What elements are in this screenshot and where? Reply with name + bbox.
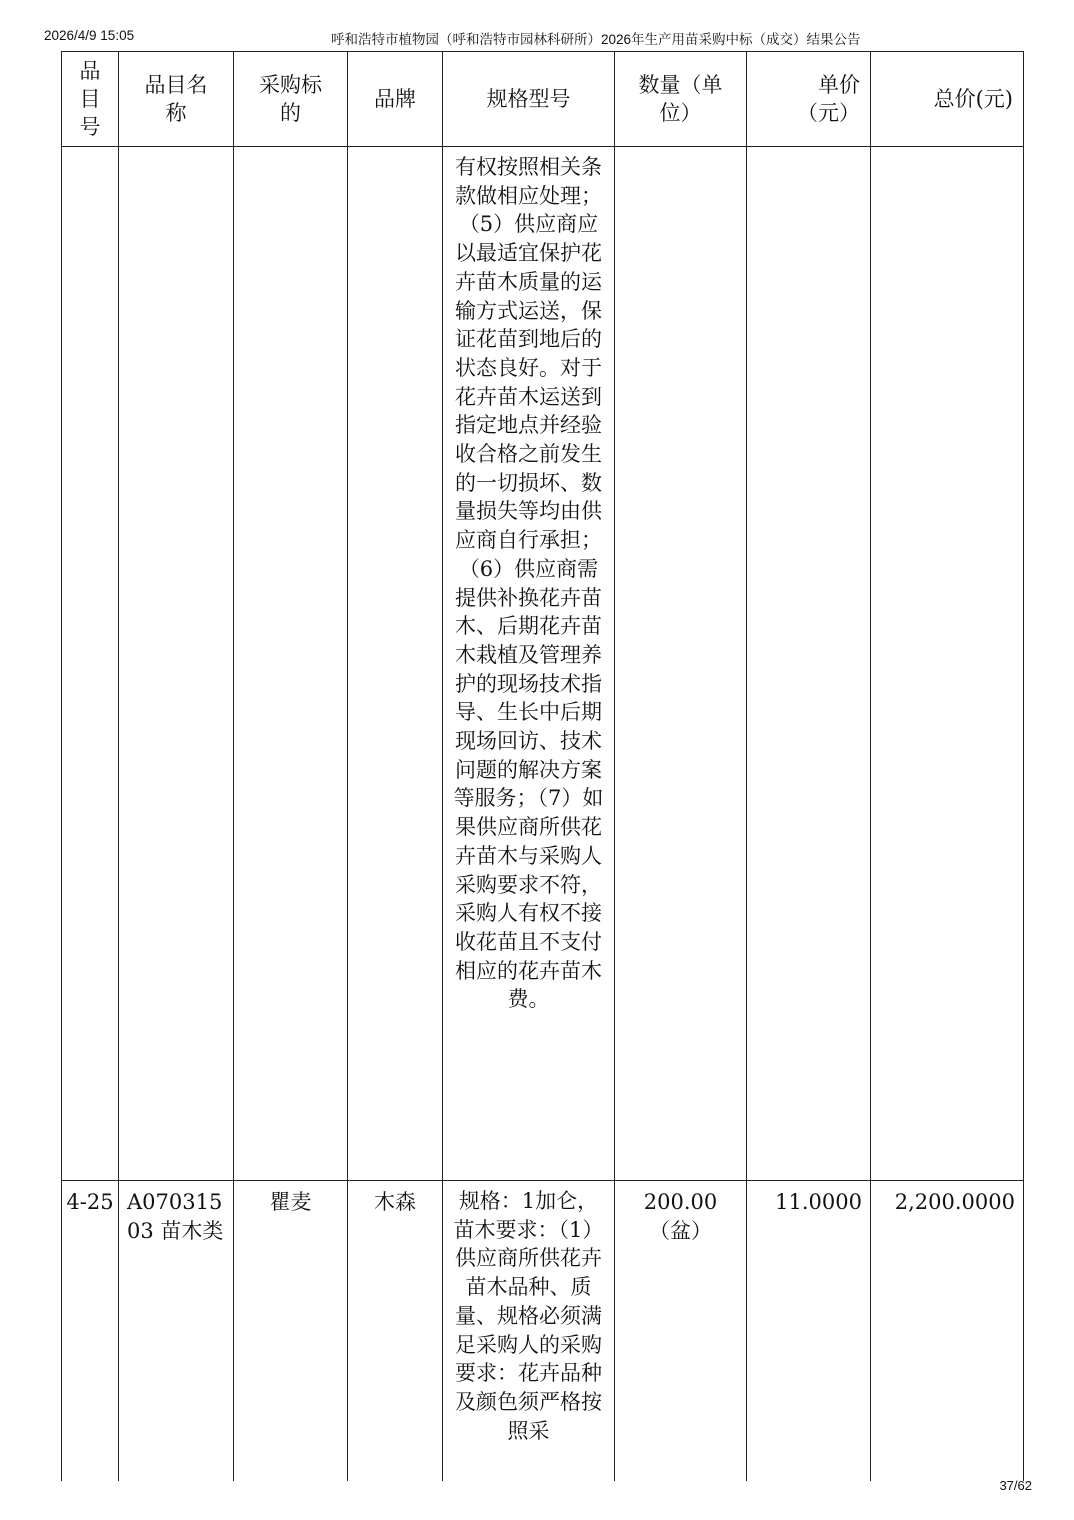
row1-subject bbox=[234, 147, 348, 1181]
row2-total-price: 2,200.0000 bbox=[871, 1181, 1024, 1482]
row1-item-no bbox=[62, 147, 119, 1181]
row2-unit-price: 11.0000 bbox=[747, 1181, 871, 1482]
header-brand: 品牌 bbox=[348, 52, 443, 147]
header-subject: 采购标的 bbox=[234, 52, 348, 147]
row1-unit-price bbox=[747, 147, 871, 1181]
row2-quantity: 200.00（盆） bbox=[615, 1181, 747, 1482]
row1-item-name bbox=[119, 147, 234, 1181]
row1-brand bbox=[348, 147, 443, 1181]
row1-total-price bbox=[871, 147, 1024, 1181]
document-title: 呼和浩特市植物园（呼和浩特市园林科研所）2026年生产用苗采购中标（成交）结果公告 bbox=[331, 32, 861, 47]
row2-spec: 规格：1加仑，苗木要求：（1）供应商所供花卉苗木品种、质量、规格必须满足采购人的采购要求：花卉品种及颜色须严格按照采 bbox=[443, 1181, 615, 1482]
header-quantity: 数量（单位） bbox=[615, 52, 747, 147]
header-item-name: 品目名称 bbox=[119, 52, 234, 147]
header-spec: 规格型号 bbox=[443, 52, 615, 147]
header-total-price: 总价(元) bbox=[871, 52, 1024, 147]
page-number: 37/62 bbox=[999, 1478, 1032, 1493]
row1-quantity bbox=[615, 147, 747, 1181]
row2-item-name: A07031503 苗木类 bbox=[119, 1181, 234, 1482]
table-header-row bbox=[62, 52, 1024, 147]
table-row bbox=[62, 147, 1024, 1181]
header-item-no: 品目号 bbox=[62, 52, 119, 147]
header-unit-price: 单价（元） bbox=[747, 52, 871, 147]
print-datetime: 2026/4/9 15:05 bbox=[44, 28, 135, 43]
row2-brand: 木森 bbox=[348, 1181, 443, 1482]
procurement-table bbox=[61, 51, 1024, 1481]
row1-spec: 有权按照相关条款做相应处理；（5）供应商应以最适宜保护花卉苗木质量的运输方式运送，保证花苗到地后的状态良好。对于花卉苗木运送到指定地点并经验收合格之前发生的一切损坏、数量损失等均由供应商自行承担；（6）供应商需提供补换花卉苗木、后期花卉苗木栽植及管理养护的现场技术指导、生长中后期现场回访、技术问题的解决方案等服务；（7）如果供应商所供花卉苗木与采购人采购要求不符，采购人有权不接收花苗且不支付相应的花卉苗木费。 bbox=[443, 147, 615, 1181]
table-row bbox=[62, 1181, 1024, 1482]
row2-item-no: 4-25 bbox=[62, 1181, 119, 1482]
row2-subject: 瞿麦 bbox=[234, 1181, 348, 1482]
